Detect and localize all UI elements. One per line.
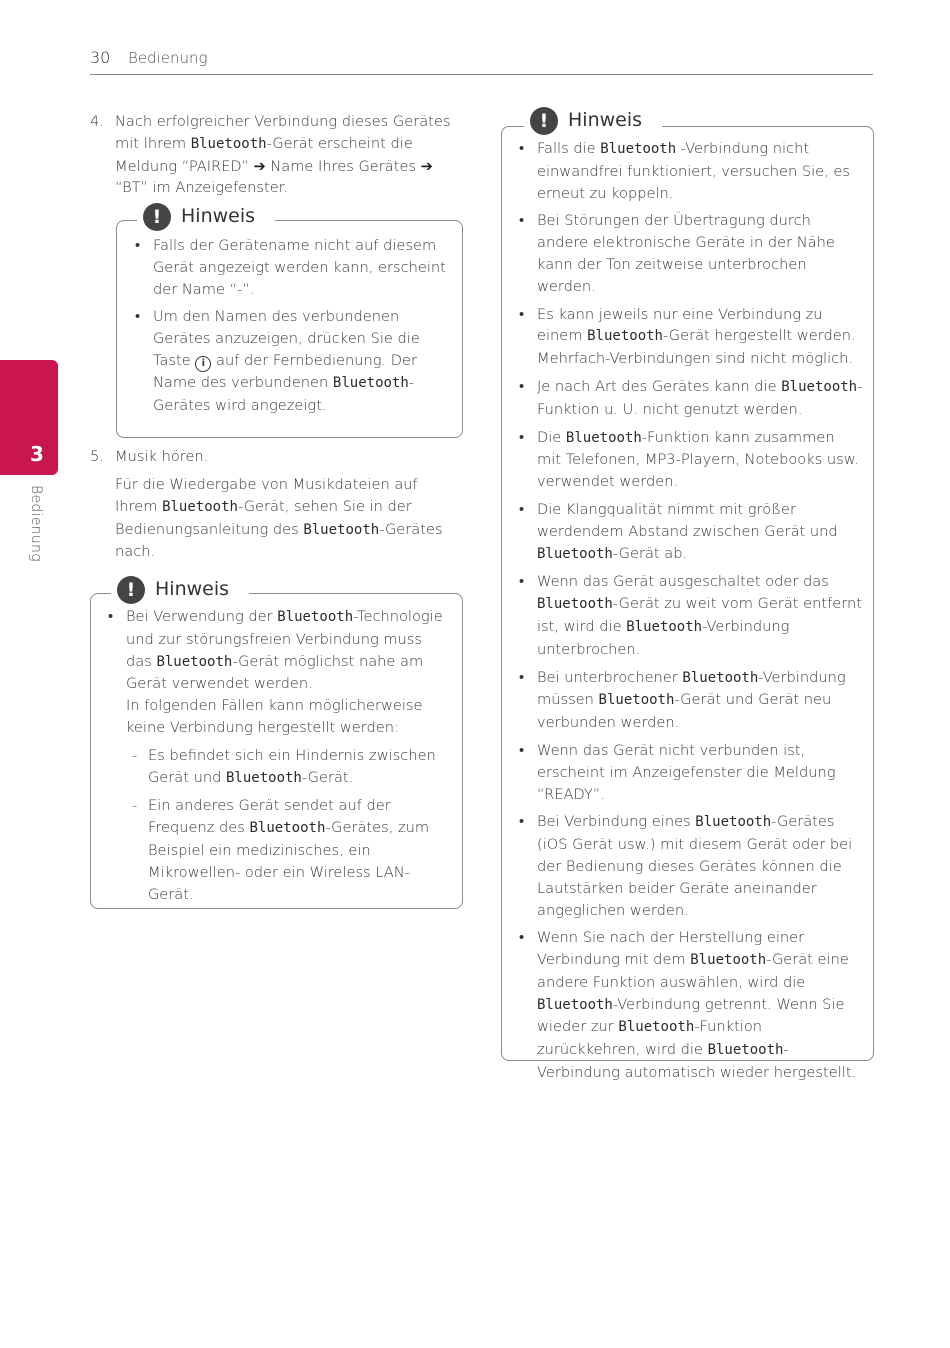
text: -Gerät hergestellt werden. Mehrfach-Verbindungen sind nicht möglich. [537, 327, 856, 368]
bluetooth-term: Bluetooth [600, 141, 677, 157]
list-item [131, 306, 451, 416]
list-item [515, 667, 863, 734]
list-item: • Bei Störungen der Übertragung durch andere elektronische Geräte in der Nähe kann der Ton zeitweise unterbrochen werden. [515, 210, 863, 297]
text: -Gerätes nach. [115, 520, 443, 561]
list-item [515, 811, 863, 921]
note-list [515, 138, 863, 1090]
bluetooth-term: Bluetooth [707, 1042, 784, 1059]
bluetooth-term: Bluetooth [618, 1019, 695, 1036]
warning-icon: ! [530, 107, 558, 135]
text: Um den Namen des verbundenen Gerätes anzuzeigen, drücken Sie die Taste [153, 308, 420, 369]
bluetooth-term: Bluetooth [695, 814, 772, 831]
text: Die Klangqualität nimmt mit größer werdendem Abstand zwischen Gerät und [537, 500, 838, 540]
bluetooth-term: Bluetooth [537, 996, 613, 1013]
text: -Gerät und Gerät neu verbunden werden. [537, 691, 832, 732]
note-list [131, 235, 451, 423]
text: Ein anderes Gerät sendet auf der Frequenz des [148, 797, 391, 837]
chapter-label: Bedienung [28, 485, 44, 562]
text: -Gerät, sehen Sie in der Bedienungsanleitung des [115, 497, 412, 538]
text: Es kann jeweils nur eine Verbindung zu einem [537, 305, 823, 345]
bluetooth-term: Bluetooth [277, 609, 354, 625]
text: -Verbindung unterbrochen. [537, 617, 790, 658]
text: -Gerätes, zum Beispiel ein medizinisches, ein Mikrowellen- oder ein Wireless LAN-Gerät. [148, 819, 430, 903]
text: Für die Wiedergabe von Musikdateien auf Ihrem [115, 476, 418, 515]
text: Wenn das Gerät ausgeschaltet oder das [537, 573, 829, 591]
bluetooth-term: Bluetooth [682, 669, 759, 686]
bluetooth-term: Bluetooth [587, 328, 663, 345]
list-item: • Wenn das Gerät nicht verbunden ist, erscheint im Anzeigefenster die Meldung “READY”. [515, 740, 863, 805]
text: -Technologie und zur störungsfreien Verbindung muss das [126, 608, 443, 670]
list-item [515, 927, 863, 1084]
bluetooth-term: Bluetooth [781, 378, 858, 395]
step-5 [90, 446, 470, 561]
text: -Gerät. [301, 768, 354, 786]
step-title: Musik hören. [115, 448, 209, 465]
text: -Funktion kann zusammen mit Telefonen, MP3-Playern, Notebooks usw. verwendet werden. [537, 428, 859, 491]
chapter-tab [0, 360, 58, 475]
list-item [104, 606, 449, 905]
arrow-icon: ➔ [420, 157, 433, 175]
note-header [524, 107, 662, 135]
note-title: Hinweis [181, 205, 256, 228]
text: -Verbindung nicht einwandfrei funktioniert, versuchen Sie, es erneut zu koppeln. [537, 140, 851, 202]
note-title: Hinweis [155, 578, 230, 601]
text: -Funktion u. U. nicht genutzt werden. [537, 377, 863, 418]
bluetooth-term: Bluetooth [565, 429, 642, 446]
step-number: 5. [90, 448, 104, 465]
note-header [137, 203, 275, 231]
text: Falls die [537, 140, 601, 157]
page-header [90, 46, 873, 75]
step-text [115, 474, 455, 563]
text: -Gerät erscheint die Meldung “PAIRED” [115, 134, 413, 175]
note-box [116, 205, 463, 438]
text: Es befindet sich ein Hindernis zwischen Gerät und [148, 746, 436, 786]
note-header [111, 576, 249, 604]
bluetooth-term: Bluetooth [537, 596, 613, 613]
step-number: 4. [90, 113, 104, 130]
text: Bei Verbindung eines [537, 813, 696, 831]
list-item [515, 376, 863, 421]
text: Bei Verwendung der [126, 608, 278, 625]
list-item [515, 304, 863, 370]
dash-item [126, 745, 449, 790]
note-box [501, 109, 874, 1082]
text: -Gerät ab. [612, 544, 688, 562]
text: -Verbindung automatisch wieder hergestellt. [537, 1041, 857, 1082]
bluetooth-term: Bluetooth [226, 769, 302, 786]
step-4 [90, 111, 470, 201]
bluetooth-term: Bluetooth [537, 545, 613, 562]
warning-icon: ! [143, 203, 171, 231]
arrow-icon: ➔ [253, 157, 266, 175]
note-box [90, 578, 463, 909]
bluetooth-term: Bluetooth [690, 952, 767, 969]
text: Je nach Art des Gerätes kann die [537, 377, 782, 395]
text: Die [537, 428, 566, 446]
list-item-continuation: In folgenden Fällen kann möglicherweise keine Verbindung hergestellt werden: [126, 697, 423, 736]
bluetooth-term: Bluetooth [303, 521, 380, 538]
text: “BT” im Anzeigefenster. [115, 179, 289, 197]
text: Name Ihres Gerätes [265, 157, 421, 175]
warning-icon: ! [117, 576, 145, 604]
info-button-icon: i [195, 356, 211, 372]
text: -Verbindung getrennt. Wenn Sie wieder zur [537, 995, 845, 1036]
text: -Gerätes (iOS Gerät usw.) mit diesem Gerät oder bei der Bedienung dieses Gerätes können die Lautstärken beider Geräte aneinander angeglichen werden. [537, 813, 853, 919]
bluetooth-term: Bluetooth [249, 820, 326, 837]
text: -Gerät möglichst nahe am Gerät verwendet werden. [126, 652, 424, 693]
list-item [515, 499, 863, 565]
bluetooth-term: Bluetooth [156, 653, 233, 670]
bluetooth-term: Bluetooth [190, 135, 267, 152]
text: Bei unterbrochener [537, 668, 683, 686]
text: -Gerätes wird angezeigt. [153, 373, 415, 414]
list-item: • Falls der Gerätename nicht auf diesem Gerät angezeigt werden kann, erscheint der Name “-”. [131, 235, 451, 300]
text: auf der Fernbedienung. Der Name des verbundenen [153, 351, 417, 391]
note-list [104, 606, 449, 911]
chapter-number: 3 [30, 442, 44, 466]
text: -Verbindung müssen [537, 668, 846, 709]
bluetooth-term: Bluetooth [332, 374, 409, 391]
note-title: Hinweis [568, 109, 643, 132]
step-text [115, 111, 467, 199]
bluetooth-term: Bluetooth [598, 692, 675, 709]
text: -Funktion zurückkehren, wird die [537, 1018, 763, 1059]
list-item [515, 571, 863, 660]
section-title: Bedienung [128, 49, 208, 67]
page-number: 30 [90, 48, 111, 67]
bluetooth-term: Bluetooth [162, 498, 238, 515]
list-item [515, 138, 863, 204]
dash-item [126, 795, 449, 905]
text: -Gerät eine andere Funktion auswählen, wird die [537, 951, 849, 991]
list-item [515, 427, 863, 493]
text: Wenn Sie nach der Herstellung einer Verbindung mit dem [537, 929, 805, 969]
text: Nach erfolgreicher Verbindung dieses Gerätes mit Ihrem [115, 113, 451, 152]
bluetooth-term: Bluetooth [626, 618, 703, 635]
text: -Gerät zu weit vom Gerät entfernt ist, wird die [537, 595, 862, 635]
